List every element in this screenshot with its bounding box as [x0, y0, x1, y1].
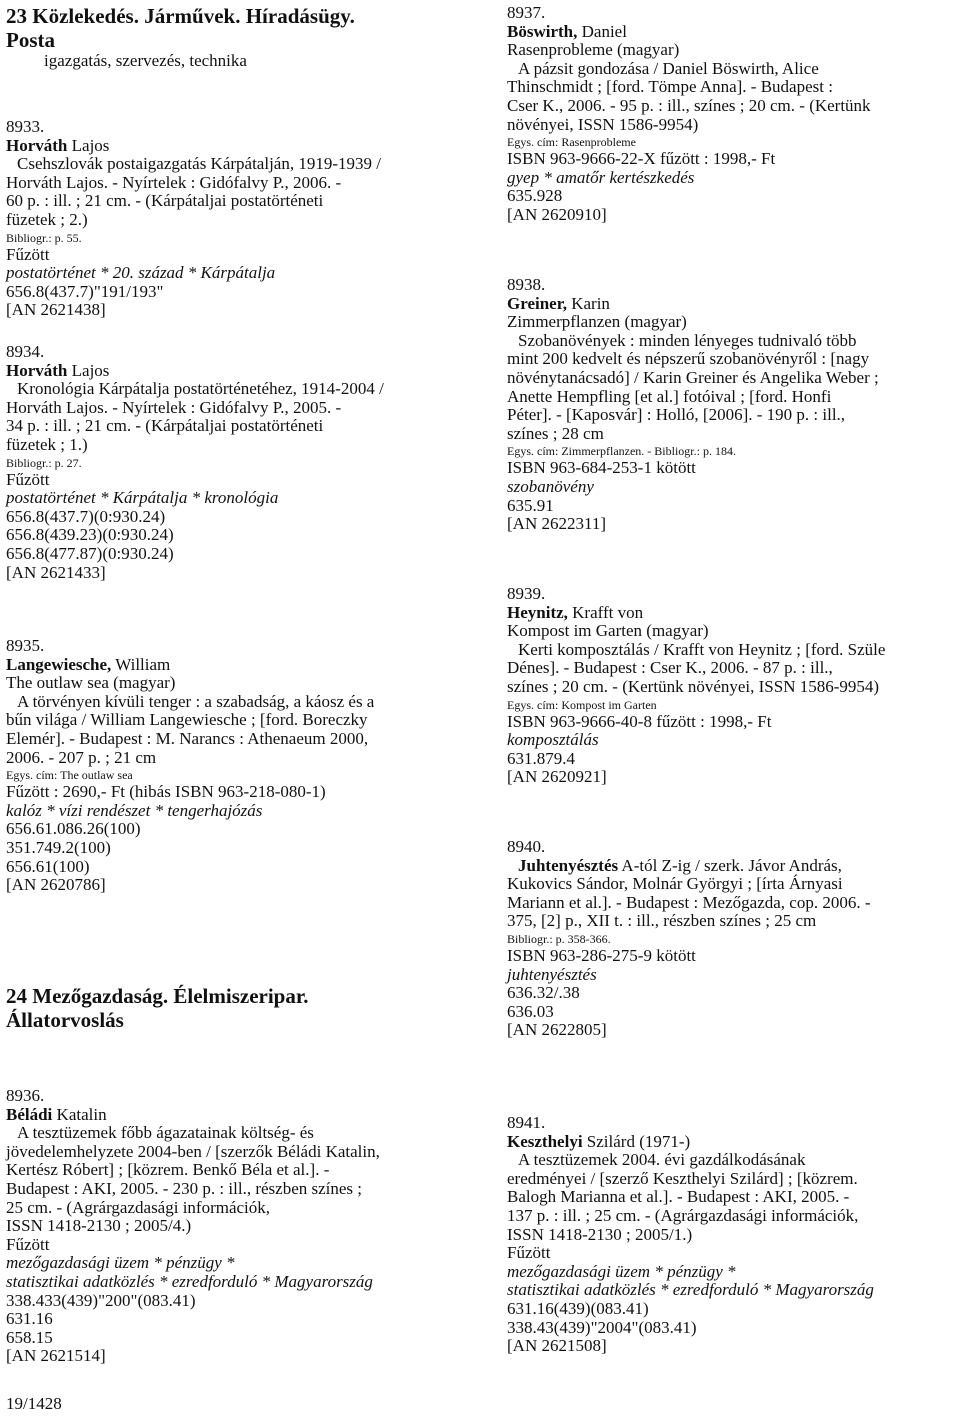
entry-description-line: Péter]. - [Kaposvár] : Holló, [2006]. - 190 p. : ill., [507, 405, 846, 425]
entry-description-line: növénytanácsadó] / Karin Greiner és Angelika Weber ; [507, 367, 879, 387]
entry-an-number: [AN 2621508] [507, 1336, 607, 1356]
entry-description-line: eredményei / [szerző Keszthelyi Szilárd] ; [közrem. [507, 1168, 858, 1188]
entry-subjects: gyep * amatőr kertészkedés [507, 167, 695, 187]
entry-note: Bibliogr.: p. 358-366. [507, 931, 611, 946]
entry-note: Egys. cím: Zimmerpflanzen. - Bibliogr.: p. 184. [507, 444, 736, 459]
entry-description: A pázsit gondozása / Daniel Böswirth, Alice [518, 58, 819, 78]
entry-description-line: 137 p. : ill. ; 25 cm. - (Agrárgazdasági információk, [507, 1205, 859, 1225]
entry-author: Greiner, Karin [507, 293, 610, 313]
entry-description: A törvényen kívüli tenger : a szabadság, a káosz és a [17, 691, 375, 711]
entry-author: Béládi Katalin [6, 1104, 107, 1124]
entry-binding: Fűzött [507, 1243, 551, 1263]
entry-subjects-cont: statisztikai adatközlés * ezredforduló * Magyarország [6, 1271, 373, 1291]
entry-classification: 656.8(477.87)(0:930.24) [6, 543, 174, 563]
entry-classification: 658.15 [6, 1327, 53, 1347]
entry-description-line: bűn világa / William Langewiesche ; [ford. Boreczky [6, 710, 368, 730]
entry-binding: Fűzött [6, 1234, 50, 1254]
section-24-heading [6, 984, 466, 1032]
entry-title: Juhtenyésztés A-tól Z-ig / szerk. Jávor András, [518, 855, 842, 875]
entry-classification: 338.43(439)"2004"(083.41) [507, 1317, 697, 1337]
entry-classification: 635.91 [507, 495, 554, 515]
entry-description: Kronológia Kárpátalja postatörténetéhez, 1914-2004 / [17, 379, 384, 399]
entry-number: 8939. [507, 584, 546, 603]
section-subtitle: igazgatás, szervezés, technika [44, 51, 247, 70]
entry-description-line: Mariann et al.]. - Budapest : Mezőgazda, cop. 2006. - [507, 892, 871, 912]
entry-description: Csehszlovák postaigazgatás Kárpátalján, 1919-1939 / [17, 154, 381, 174]
section-title-cont: Posta [6, 28, 55, 52]
entry-binding: Fűzött [6, 469, 50, 489]
entry-binding: ISBN 963-684-253-1 kötött [507, 458, 696, 478]
entry-binding: Fűzött [6, 244, 50, 264]
entry-note: Bibliogr.: p. 55. [6, 230, 82, 245]
entry-description-line: Budapest : AKI, 2005. - 230 p. : ill., részben színes ; [6, 1178, 363, 1198]
entry-description-line: füzetek ; 1.) [6, 434, 88, 454]
entry-author: Langewiesche, William [6, 654, 171, 674]
entry-subjects-cont: statisztikai adatközlés * ezredforduló * Magyarország [507, 1280, 874, 1300]
entry-description-line: Balogh Marianna et al.]. - Budapest : AKI, 2005. - [507, 1187, 850, 1207]
entry-description: Szobanövények : minden lényeges tudnivaló több [518, 330, 857, 350]
entry-subjects: postatörténet * 20. század * Kárpátalja [6, 263, 276, 283]
entry-binding: ISBN 963-9666-40-8 fűzött : 1998,- Ft [507, 711, 772, 731]
entry-an-number: [AN 2620921] [507, 767, 607, 787]
entry-subjects: kalóz * vízi rendészet * tengerhajózás [6, 800, 263, 820]
section-title: 23 Közlekedés. Járművek. Híradásügy. [6, 4, 355, 28]
entry-description-line: növényei, ISSN 1586-9954) [507, 114, 699, 134]
entry-subjects: juhtenyésztés [507, 964, 597, 984]
entry-an-number: [AN 2622311] [507, 514, 606, 534]
entry-classification: 636.32/.38 [507, 983, 580, 1003]
entry-description-line: ISSN 1418-2130 ; 2005/4.) [6, 1216, 192, 1236]
entry-description-line: Thinschmidt ; [ford. Tömpe Anna]. - Budapest : [507, 77, 833, 97]
entry-description-line: színes ; 20 cm. - (Kertünk növényei, ISSN 1586-9954) [507, 676, 880, 696]
entry-author: Böswirth, Daniel [507, 21, 627, 41]
entry-8941 [507, 1114, 960, 1356]
section-title: 24 Mezőgazdaság. Élelmiszeripar. [6, 984, 309, 1008]
entry-author: Horváth Lajos [6, 360, 110, 380]
entry-description-line: Horváth Lajos. - Nyírtelek : Gidófalvy P., 2006. - [6, 172, 342, 192]
entry-an-number: [AN 2621438] [6, 300, 106, 320]
entry-description: A tesztüzemek 2004. évi gazdálkodásának [518, 1150, 806, 1170]
entry-description-line: 34 p. : ill. ; 21 cm. - (Kárpátaljai postatörténeti [6, 416, 324, 436]
entry-subjects: mezőgazdasági üzem * pénzügy * [6, 1253, 235, 1273]
entry-number: 8938. [507, 275, 546, 294]
entry-8933 [6, 118, 466, 320]
entry-description-line: Kertész Róbert] ; [közrem. Benkő Béla et al.]. - [6, 1160, 330, 1180]
entry-subjects: postatörténet * Kárpátalja * kronológia [6, 488, 279, 508]
entry-number: 8935. [6, 636, 45, 655]
entry-author: Keszthelyi Szilárd (1971-) [507, 1131, 691, 1151]
entry-description-line: Elemér]. - Budapest : M. Narancs : Athenaeum 2000, [6, 728, 369, 748]
entry-8934 [6, 343, 466, 582]
entry-author: Horváth Lajos [6, 135, 110, 155]
entry-classification: 631.16 [6, 1309, 53, 1329]
entry-an-number: [AN 2620786] [6, 875, 106, 895]
entry-description: A tesztüzemek főbb ágazatainak költség- és [17, 1123, 314, 1143]
entry-8940 [507, 838, 960, 1040]
entry-description-line: 2006. - 207 p. ; 21 cm [6, 747, 157, 767]
entry-note: Egys. cím: The outlaw sea [6, 768, 133, 783]
entry-classification: 656.8(437.7)"191/193" [6, 281, 164, 301]
entry-number: 8933. [6, 117, 45, 136]
entry-classification: 631.16(439)(083.41) [507, 1298, 649, 1318]
section-title-cont: Állatorvoslás [6, 1008, 124, 1032]
entry-number: 8940. [507, 837, 546, 856]
entry-note: Bibliogr.: p. 27. [6, 455, 82, 470]
entry-8936 [6, 1087, 466, 1366]
entry-description-line: Kukovics Sándor, Molnár Györgyi ; [írta Árnyasi [507, 874, 843, 894]
entry-original-title: Zimmerpflanzen (magyar) [507, 312, 687, 332]
entry-note: Egys. cím: Rasenprobleme [507, 135, 636, 150]
entry-description-line: Cser K., 2006. - 95 p. : ill., színes ; 20 cm. - (Kertünk [507, 95, 871, 115]
entry-8937 [507, 4, 960, 225]
entry-description-line: 60 p. : ill. ; 21 cm. - (Kárpátaljai postatörténeti [6, 191, 324, 211]
entry-description-line: jövedelemhelyzete 2004-ben / [szerzők Béládi Katalin, [6, 1141, 380, 1161]
entry-subjects: mezőgazdasági üzem * pénzügy * [507, 1261, 736, 1281]
entry-original-title: Rasenprobleme (magyar) [507, 40, 680, 60]
entry-subjects: komposztálás [507, 730, 599, 750]
entry-description: Kerti komposztálás / Krafft von Heynitz ; [ford. Szüle [518, 639, 886, 659]
entry-binding: Fűzött : 2690,- Ft (hibás ISBN 963-218-080-1) [6, 782, 326, 802]
entry-an-number: [AN 2620910] [507, 204, 607, 224]
entry-number: 8936. [6, 1086, 45, 1105]
entry-description-line: színes ; 28 cm [507, 423, 604, 443]
entry-author: Heynitz, Krafft von [507, 602, 644, 622]
entry-binding: ISBN 963-9666-22-X fűzött : 1998,- Ft [507, 149, 776, 169]
entry-an-number: [AN 2621514] [6, 1346, 106, 1366]
entry-description-line: 25 cm. - (Agrárgazdasági információk, [6, 1197, 271, 1217]
entry-classification: 351.749.2(100) [6, 837, 111, 857]
entry-classification: 656.8(439.23)(0:930.24) [6, 525, 174, 545]
entry-subjects: szobanövény [507, 476, 594, 496]
entry-note: Egys. cím: Kompost im Garten [507, 697, 657, 712]
entry-description-line: ISSN 1418-2130 ; 2005/1.) [507, 1224, 693, 1244]
entry-description-line: Horváth Lajos. - Nyírtelek : Gidófalvy P., 2005. - [6, 397, 342, 417]
entry-description-line: mint 200 kedvelt és népszerű szobanövényről : [nagy [507, 349, 870, 369]
entry-description-line: füzetek ; 2.) [6, 209, 88, 229]
entry-classification: 338.433(439)"200"(083.41) [6, 1290, 196, 1310]
entry-description-line: Anette Hempfling [et al.] fotóival ; [ford. Honfi [507, 386, 832, 406]
entry-binding: ISBN 963-286-275-9 kötött [507, 945, 696, 965]
entry-8935 [6, 637, 466, 895]
entry-classification: 636.03 [507, 1001, 554, 1021]
section-23-heading [6, 4, 466, 71]
entry-8939 [507, 585, 960, 787]
entry-an-number: [AN 2621433] [6, 562, 106, 582]
entry-8938 [507, 276, 960, 534]
entry-classification: 635.928 [507, 186, 563, 206]
entry-classification: 631.879.4 [507, 748, 575, 768]
entry-classification: 656.61.086.26(100) [6, 819, 141, 839]
entry-description-line: Dénes]. - Budapest : Cser K., 2006. - 87 p. : ill., [507, 658, 833, 678]
entry-original-title: The outlaw sea (magyar) [6, 673, 176, 693]
entry-number: 8941. [507, 1113, 546, 1132]
entry-number: 8934. [6, 342, 45, 361]
entry-classification: 656.8(437.7)(0:930.24) [6, 506, 166, 526]
entry-classification: 656.61(100) [6, 856, 90, 876]
page-number: 19/1428 [6, 1394, 62, 1413]
entry-original-title: Kompost im Garten (magyar) [507, 621, 709, 641]
entry-an-number: [AN 2622805] [507, 1020, 607, 1040]
entry-description-line: 375, [2] p., XII t. : ill., részben színes ; 25 cm [507, 911, 817, 931]
entry-number: 8937. [507, 3, 546, 22]
